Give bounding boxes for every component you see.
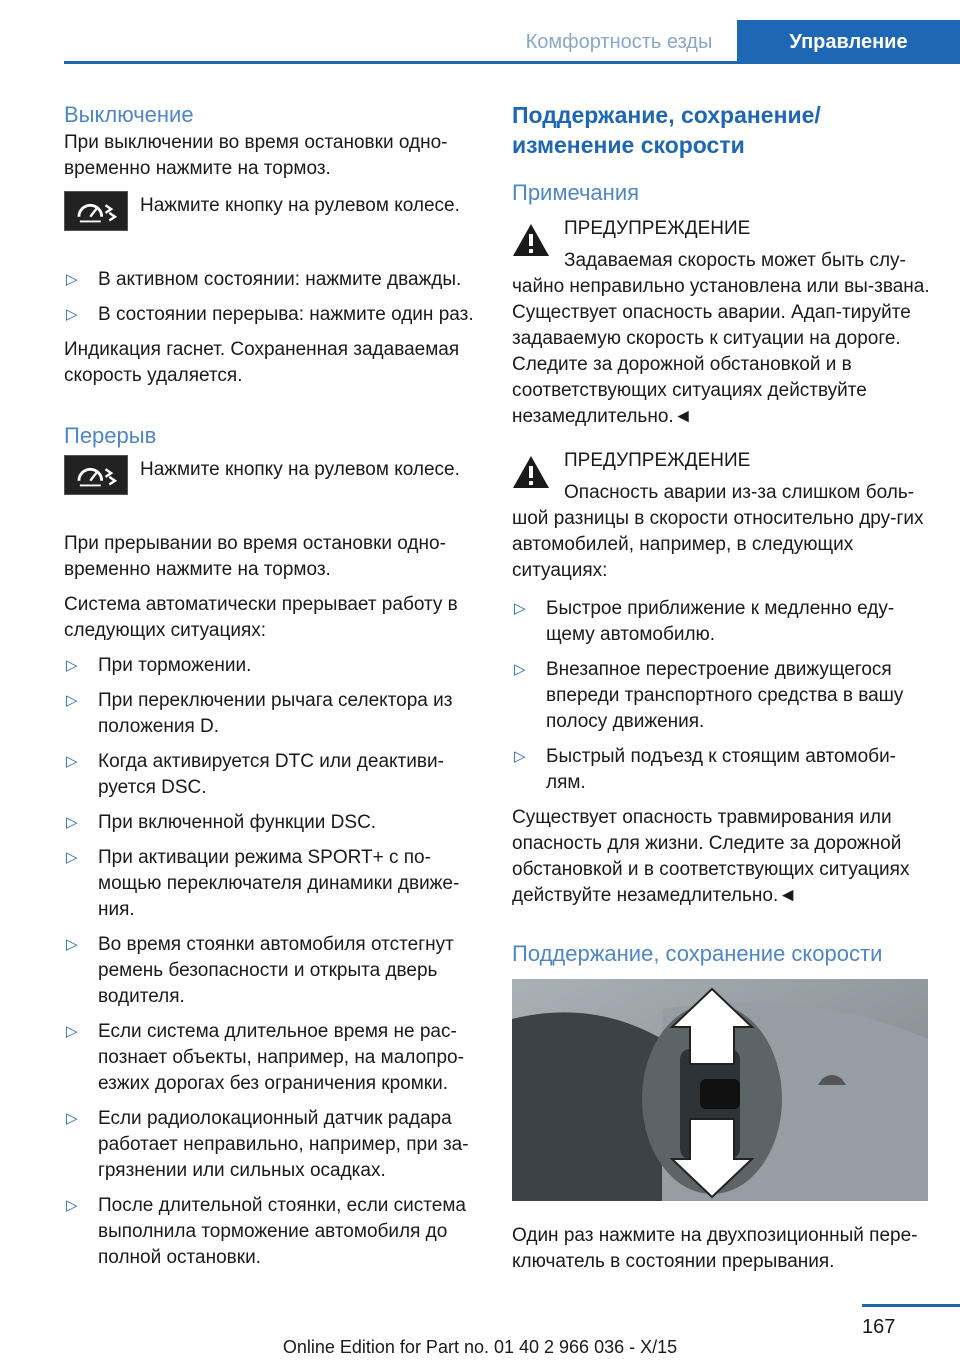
pause-list — [64, 653, 480, 1271]
injury-text: Существует опасность травмирования или опасность для жизни. Следите за дорожной обстановкой и в соответствующих ситуациях действуйте незамедлительно.◄ — [512, 807, 910, 906]
pause-auto: Система автоматически прерывает работу в следующих ситуациях: — [64, 594, 458, 641]
triangle-bullet-icon: ▷ — [66, 692, 78, 709]
list-item: ▷ В состоянии перерыва: нажмите один раз. — [64, 302, 480, 328]
warning-block-2 — [512, 448, 930, 584]
steering-wheel-photo — [512, 979, 928, 1201]
triangle-bullet-icon: ▷ — [66, 753, 78, 770]
off-heading: Выключение — [64, 102, 194, 127]
warning-text: Задаваемая скорость может быть слу-чайно неправильно установлена или вы-звана. Существует опасность аварии. Адап-тируйте задаваемую скорость к ситуации на дороге. Следите за дорожной обстановкой и в соответствующих ситуациях действуйте незамедлительно.◄ — [512, 250, 930, 427]
triangle-bullet-icon: ▷ — [66, 849, 78, 866]
button-instruction-off — [64, 191, 480, 261]
press-button-text-1: Нажмите кнопку на рулевом колесе. — [140, 195, 460, 216]
list-item: ▷ При торможении. — [64, 653, 480, 679]
footer-rule — [862, 1304, 960, 1307]
triangle-bullet-icon: ▷ — [514, 600, 526, 617]
triangle-bullet-icon: ▷ — [66, 1110, 78, 1127]
list-item: ▷ Во время стоянки автомобиля отстегнут ремень безопасности и открыта дверь водителя. — [66, 934, 454, 1007]
list-item: ▷ Внезапное перестроение движущегося впереди транспортного средства в вашу полосу движения. — [514, 659, 904, 732]
main-heading: Поддержание, сохранение/изменение скорости — [512, 102, 821, 158]
triangle-bullet-icon: ▷ — [66, 271, 78, 288]
right-column — [512, 100, 930, 1284]
edition-footer: Online Edition for Part no. 01 40 2 966 036 - X/15 — [282, 1337, 678, 1357]
header-chapter-tab[interactable]: Управление — [737, 20, 960, 64]
triangle-bullet-icon: ▷ — [66, 1023, 78, 1040]
cruise-control-button-icon — [64, 191, 128, 231]
triangle-bullet-icon: ▷ — [66, 306, 78, 323]
cruise-control-button-icon — [64, 455, 128, 495]
warning-triangle-icon — [512, 222, 550, 258]
list-item: ▷ После длительной стоянки, если система выполнила торможение автомобиля до полной остановки. — [66, 1195, 466, 1268]
list-item: ▷ Когда активируется DTC или деактиви-руется DSC. — [66, 751, 444, 798]
list-item: ▷ Если система длительное время не рас-познает объекты, например, на малопро-езжих дорогах без ограничения кромки. — [66, 1021, 464, 1094]
off-list — [64, 267, 480, 328]
triangle-bullet-icon: ▷ — [66, 1197, 78, 1214]
off-result: Индикация гаснет. Сохраненная задаваемая скорость удаляется. — [64, 339, 460, 386]
steering-wheel-switch-illustration — [512, 979, 928, 1201]
list-item: ▷ При активации режима SPORT+ с по-мощью переключателя динамики движе-ния. — [66, 847, 460, 920]
list-item: ▷ Быстрый подъезд к стоящим автомоби-лям. — [514, 746, 897, 793]
triangle-bullet-icon: ▷ — [66, 814, 78, 831]
list-item: ▷ В активном состоянии: нажмите дважды. — [64, 267, 480, 293]
left-column — [64, 100, 480, 1280]
page-header — [0, 0, 960, 64]
warning-block-1 — [512, 216, 930, 430]
triangle-bullet-icon: ▷ — [66, 657, 78, 674]
triangle-bullet-icon: ▷ — [66, 936, 78, 953]
page-number: 167 — [862, 1316, 896, 1338]
warning-list — [512, 596, 930, 796]
pause-heading: Перерыв — [64, 423, 157, 448]
list-item: ▷ Быстрое приближение к медленно еду-щему автомобилю. — [514, 598, 895, 645]
warning-title: ПРЕДУПРЕЖДЕНИЕ — [564, 218, 751, 239]
triangle-bullet-icon: ▷ — [514, 748, 526, 765]
warning-triangle-icon — [512, 454, 550, 490]
triangle-bullet-icon: ▷ — [514, 661, 526, 678]
list-item: ▷ При переключении рычага селектора из положения D. — [66, 690, 453, 737]
notes-heading: Примечания — [512, 180, 640, 205]
list-item: ▷ При включенной функции DSC. — [64, 810, 480, 836]
warning-title: ПРЕДУПРЕЖДЕНИЕ — [564, 450, 751, 471]
header-section-tab[interactable]: Комфортность езды — [525, 31, 713, 53]
list-item: ▷ Если радиолокационный датчик радара работает неправильно, например, при за-грязнении или сильных осадках. — [66, 1108, 469, 1181]
header-rule — [64, 61, 960, 64]
button-instruction-pause — [64, 455, 480, 525]
press-button-text-2: Нажмите кнопку на рулевом колесе. — [140, 459, 460, 480]
maintain-text: Один раз нажмите на двухпозиционный пере-ключатель в состоянии прерывания. — [512, 1225, 918, 1272]
warning-text: Опасность аварии из-за слишком боль-шой разницы в скорости относительно дру-гих автомобилей, например, в следующих ситуациях: — [512, 482, 924, 581]
pause-intro: При прерывании во время остановки одно-временно нажмите на тормоз. — [64, 533, 446, 580]
off-intro: При выключении во время остановки одно-временно нажмите на тормоз. — [64, 132, 448, 179]
maintain-heading: Поддержание, сохранение скорости — [512, 941, 883, 966]
